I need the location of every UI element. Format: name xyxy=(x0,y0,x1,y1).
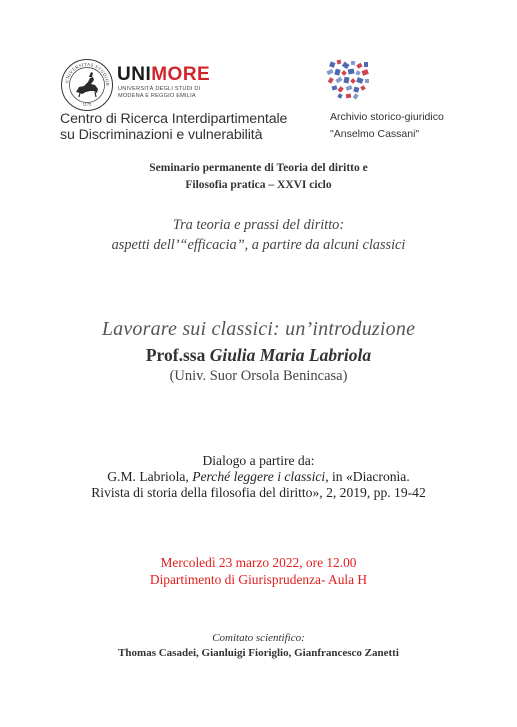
centre-name-line: Centro di Ricerca Interdipartimentale xyxy=(60,111,288,127)
seal-text: UNIVERSITAS STUDIOR xyxy=(64,61,111,87)
research-centre-name xyxy=(60,111,287,143)
university-seal-logo xyxy=(60,58,114,112)
committee-label: Comitato scientifico: xyxy=(212,632,305,644)
dialogue-intro: Dialogo a partire da: xyxy=(202,453,315,468)
reference-title: Perché leggere i classici xyxy=(192,469,326,484)
archive-name-line: Archivio storico-giuridico xyxy=(330,111,444,123)
archive-mosaic-logo xyxy=(324,59,374,101)
event-details xyxy=(0,554,517,588)
archive-name-line: "Anselmo Cassani" xyxy=(330,128,420,140)
reference-journal: , in «Diacronìa. xyxy=(325,469,410,484)
speaker-affiliation: (Univ. Suor Orsola Benincasa) xyxy=(169,368,348,384)
archive-name xyxy=(330,109,444,143)
unimore-subtitle xyxy=(118,86,200,99)
reference-line-2: Rivista di storia della filosofia del diritto», 2, 2019, pp. 19-42 xyxy=(91,485,426,500)
seal-year: 1175 xyxy=(82,101,92,107)
speaker-line xyxy=(0,345,517,366)
committee-members: Thomas Casadei, Gianluigi Fioriglio, Gianfrancesco Zanetti xyxy=(118,647,399,659)
wordmark-more: MORE xyxy=(151,64,211,85)
centre-name-line: su Discriminazioni e vulnerabilità xyxy=(60,127,263,143)
cycle-theme xyxy=(0,215,517,255)
event-date-time: Mercoledì 23 marzo 2022, ore 12.00 xyxy=(160,555,357,570)
wordmark-uni: UNI xyxy=(117,64,152,85)
seminar-line: Filosofia pratica – XXVI ciclo xyxy=(185,179,332,191)
unimore-subtitle-line: MODENA E REGGIO EMILIA xyxy=(118,92,196,99)
reference-author: G.M. Labriola, xyxy=(107,469,189,484)
event-location: Dipartimento di Giurisprudenza- Aula H xyxy=(149,572,368,587)
theme-line: Tra teoria e prassi del diritto: xyxy=(172,217,345,233)
seminar-line: Seminario permanente di Teoria del diritto e xyxy=(149,162,368,174)
unimore-subtitle-line: UNIVERSITÀ DEGLI STUDI DI xyxy=(118,86,201,92)
unimore-wordmark xyxy=(117,64,210,86)
seminar-series-heading xyxy=(0,160,517,194)
svg-text:UNIVERSITAS STUDIORUM MUTINENS xyxy=(60,58,110,87)
speaker-prefix: Prof.ssa xyxy=(145,345,206,365)
reference-line-1 xyxy=(0,469,517,485)
dialogue-reference xyxy=(0,453,517,501)
talk-title: Lavorare sui classici: un’introduzione xyxy=(101,318,416,340)
theme-line: aspetti dell’“efficacia”, a partire da alcuni classici xyxy=(111,237,406,253)
speaker-name: Giulia Maria Labriola xyxy=(209,345,372,365)
